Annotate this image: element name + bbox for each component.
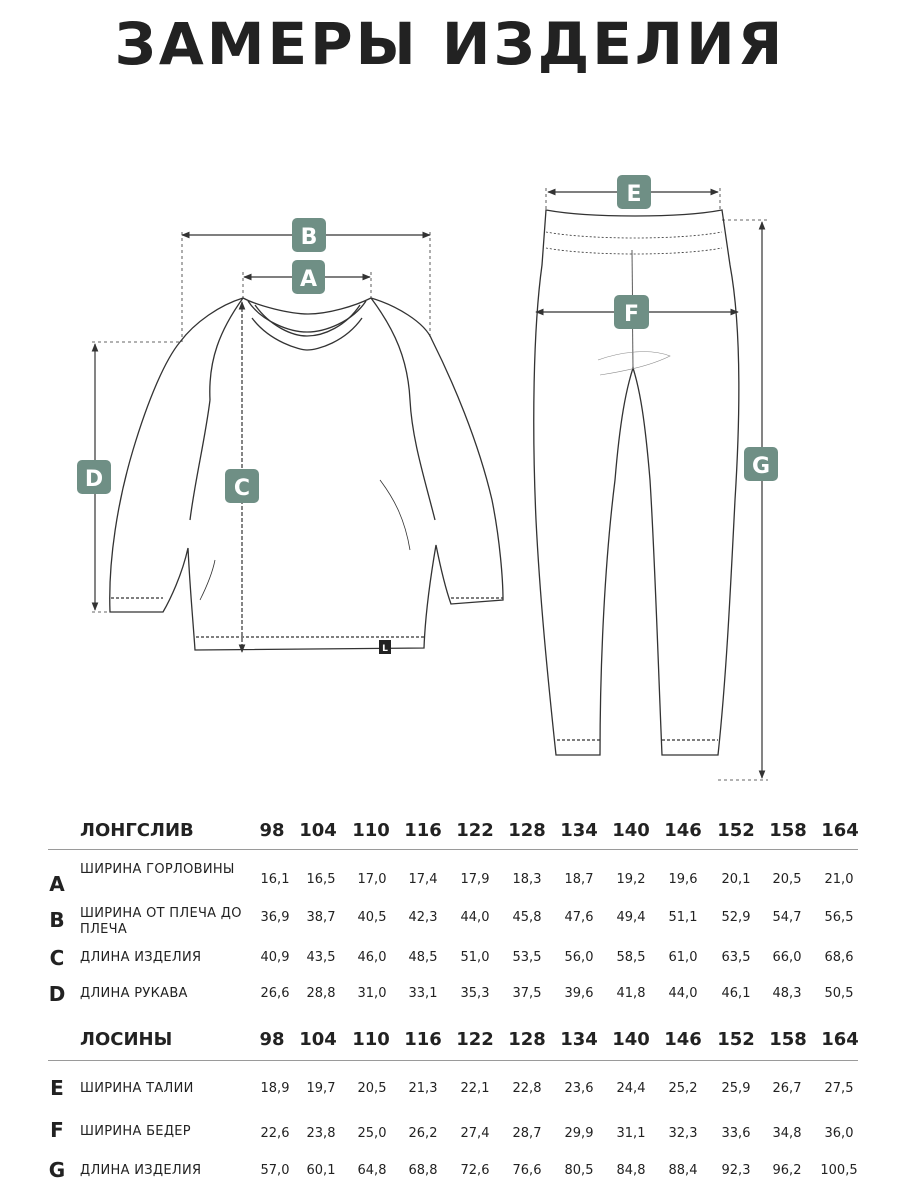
row-value: 39,6 [564, 986, 594, 1001]
row-value: 96,2 [772, 1163, 802, 1178]
badge-g-label: G [751, 454, 771, 479]
size-header: 152 [717, 820, 755, 841]
size-header: 158 [769, 1029, 807, 1050]
row-value: 16,5 [306, 872, 336, 887]
row-value: 40,9 [260, 950, 290, 965]
row-value: 36,0 [824, 1126, 854, 1141]
size-header: 128 [508, 1029, 546, 1050]
row-value: 37,5 [512, 986, 542, 1001]
size-header: 104 [299, 1029, 337, 1050]
row-value: 25,9 [721, 1081, 751, 1096]
row-value: 20,1 [721, 872, 751, 887]
row-value: 26,2 [408, 1126, 438, 1141]
row-value: 50,5 [824, 986, 854, 1001]
row-label: ДЛИНА ИЗДЕЛИЯ [80, 1163, 202, 1178]
row-value: 16,1 [260, 872, 290, 887]
row-value: 27,4 [460, 1126, 490, 1141]
row-value: 51,0 [460, 950, 490, 965]
row-value: 26,7 [772, 1081, 802, 1096]
size-header: 116 [404, 820, 442, 841]
row-value: 45,8 [512, 910, 542, 925]
row-label: ДЛИНА РУКАВА [80, 986, 188, 1001]
size-header: 134 [560, 1029, 598, 1050]
row-value: 42,3 [408, 910, 438, 925]
row-letter: C [49, 946, 65, 970]
row-value: 80,5 [564, 1163, 594, 1178]
size-header: 158 [769, 820, 807, 841]
longsleeve-drawing [110, 298, 503, 650]
row-value: 76,6 [512, 1163, 542, 1178]
row-value: 48,3 [772, 986, 802, 1001]
badge-c-label: C [233, 476, 251, 501]
row-value: 48,5 [408, 950, 438, 965]
leggings-dimensions [536, 188, 771, 780]
longsleeve-dimensions [92, 232, 430, 652]
size-header: 122 [456, 820, 494, 841]
badge-d-label: D [84, 467, 104, 492]
badge-c [225, 469, 259, 503]
row-value: 68,8 [408, 1163, 438, 1178]
row-value: 56,5 [824, 910, 854, 925]
leggings-header [0, 1029, 900, 1059]
size-header: 164 [821, 820, 859, 841]
row-value: 60,1 [306, 1163, 336, 1178]
size-header: 164 [821, 1029, 859, 1050]
row-value: 22,8 [512, 1081, 542, 1096]
row-value: 40,5 [357, 910, 387, 925]
row-value: 64,8 [357, 1163, 387, 1178]
row-value: 32,3 [668, 1126, 698, 1141]
row-value: 92,3 [721, 1163, 751, 1178]
longsleeve-header [0, 820, 900, 850]
row-value: 72,6 [460, 1163, 490, 1178]
row-value: 17,0 [357, 872, 387, 887]
size-header: 98 [259, 1029, 285, 1050]
row-value: 41,8 [616, 986, 646, 1001]
row-label: ШИРИНА БЕДЕР [80, 1124, 191, 1139]
row-value: 57,0 [260, 1163, 290, 1178]
row-value: 23,8 [306, 1126, 336, 1141]
row-value: 29,9 [564, 1126, 594, 1141]
row-value: 21,3 [408, 1081, 438, 1096]
divider [48, 1060, 858, 1061]
size-tag-label: L [382, 644, 388, 654]
badge-g [744, 447, 778, 481]
row-value: 26,6 [260, 986, 290, 1001]
row-label: ДЛИНА ИЗДЕЛИЯ [80, 950, 202, 965]
row-value: 31,1 [616, 1126, 646, 1141]
row-value: 28,8 [306, 986, 336, 1001]
size-header: 110 [352, 1029, 390, 1050]
row-value: 66,0 [772, 950, 802, 965]
row-value: 44,0 [668, 986, 698, 1001]
size-header: 146 [664, 820, 702, 841]
size-header: 152 [717, 1029, 755, 1050]
row-value: 21,0 [824, 872, 854, 887]
badge-d [77, 460, 111, 494]
badge-f-label: F [623, 302, 640, 327]
row-value: 17,9 [460, 872, 490, 887]
row-value: 88,4 [668, 1163, 698, 1178]
row-label: ШИРИНА ТАЛИИ [80, 1081, 194, 1096]
row-value: 18,9 [260, 1081, 290, 1096]
row-value: 52,9 [721, 910, 751, 925]
row-value: 47,6 [564, 910, 594, 925]
row-value: 28,7 [512, 1126, 542, 1141]
row-value: 18,7 [564, 872, 594, 887]
size-header: 140 [612, 1029, 650, 1050]
row-value: 33,6 [721, 1126, 751, 1141]
row-value: 49,4 [616, 910, 646, 925]
row-value: 61,0 [668, 950, 698, 965]
row-label: ШИРИНА ГОРЛОВИНЫ [80, 862, 235, 877]
size-header: 98 [259, 820, 285, 841]
row-letter: E [50, 1076, 64, 1100]
row-value: 20,5 [772, 872, 802, 887]
row-value: 22,1 [460, 1081, 490, 1096]
row-value: 25,2 [668, 1081, 698, 1096]
badge-b [292, 218, 326, 252]
row-value: 19,7 [306, 1081, 336, 1096]
size-header: 140 [612, 820, 650, 841]
row-value: 23,6 [564, 1081, 594, 1096]
row-value: 25,0 [357, 1126, 387, 1141]
row-letter: F [50, 1118, 64, 1142]
row-value: 22,6 [260, 1126, 290, 1141]
badge-f [614, 295, 649, 329]
size-header: 146 [664, 1029, 702, 1050]
row-value: 63,5 [721, 950, 751, 965]
row-label: ШИРИНА ОТ ПЛЕЧА ДО ПЛЕЧА [80, 906, 242, 937]
row-value: 53,5 [512, 950, 542, 965]
row-letter: D [48, 982, 66, 1006]
badge-e-label: E [626, 182, 642, 207]
size-header: 122 [456, 1029, 494, 1050]
size-header: 110 [352, 820, 390, 841]
row-value: 58,5 [616, 950, 646, 965]
badge-a-label: A [299, 267, 318, 292]
row-value: 24,4 [616, 1081, 646, 1096]
badge-e [617, 175, 651, 209]
row-value: 35,3 [460, 986, 490, 1001]
size-header: 104 [299, 820, 337, 841]
row-letter: A [49, 872, 65, 896]
row-value: 68,6 [824, 950, 854, 965]
row-value: 44,0 [460, 910, 490, 925]
row-value: 100,5 [820, 1163, 858, 1178]
badge-a [292, 260, 325, 294]
row-value: 51,1 [668, 910, 698, 925]
row-value: 34,8 [772, 1126, 802, 1141]
row-value: 33,1 [408, 986, 438, 1001]
size-header: 128 [508, 820, 546, 841]
row-value: 17,4 [408, 872, 438, 887]
divider [48, 849, 858, 850]
row-value: 56,0 [564, 950, 594, 965]
row-value: 43,5 [306, 950, 336, 965]
row-value: 54,7 [772, 910, 802, 925]
row-value: 36,9 [260, 910, 290, 925]
row-value: 31,0 [357, 986, 387, 1001]
row-value: 84,8 [616, 1163, 646, 1178]
leggings-drawing [534, 210, 739, 755]
row-value: 19,2 [616, 872, 646, 887]
longsleeve-title: ЛОНГСЛИВ [80, 820, 194, 841]
size-header: 134 [560, 820, 598, 841]
leggings-title: ЛОСИНЫ [80, 1029, 173, 1050]
row-value: 20,5 [357, 1081, 387, 1096]
row-value: 46,1 [721, 986, 751, 1001]
badge-b-label: B [300, 225, 318, 250]
row-value: 38,7 [306, 910, 336, 925]
row-value: 19,6 [668, 872, 698, 887]
row-value: 46,0 [357, 950, 387, 965]
page-title: ЗАМЕРЫ ИЗДЕЛИЯ [114, 10, 786, 78]
row-value: 27,5 [824, 1081, 854, 1096]
row-letter: G [48, 1158, 66, 1182]
row-value: 18,3 [512, 872, 542, 887]
size-header: 116 [404, 1029, 442, 1050]
row-letter: B [49, 908, 65, 932]
